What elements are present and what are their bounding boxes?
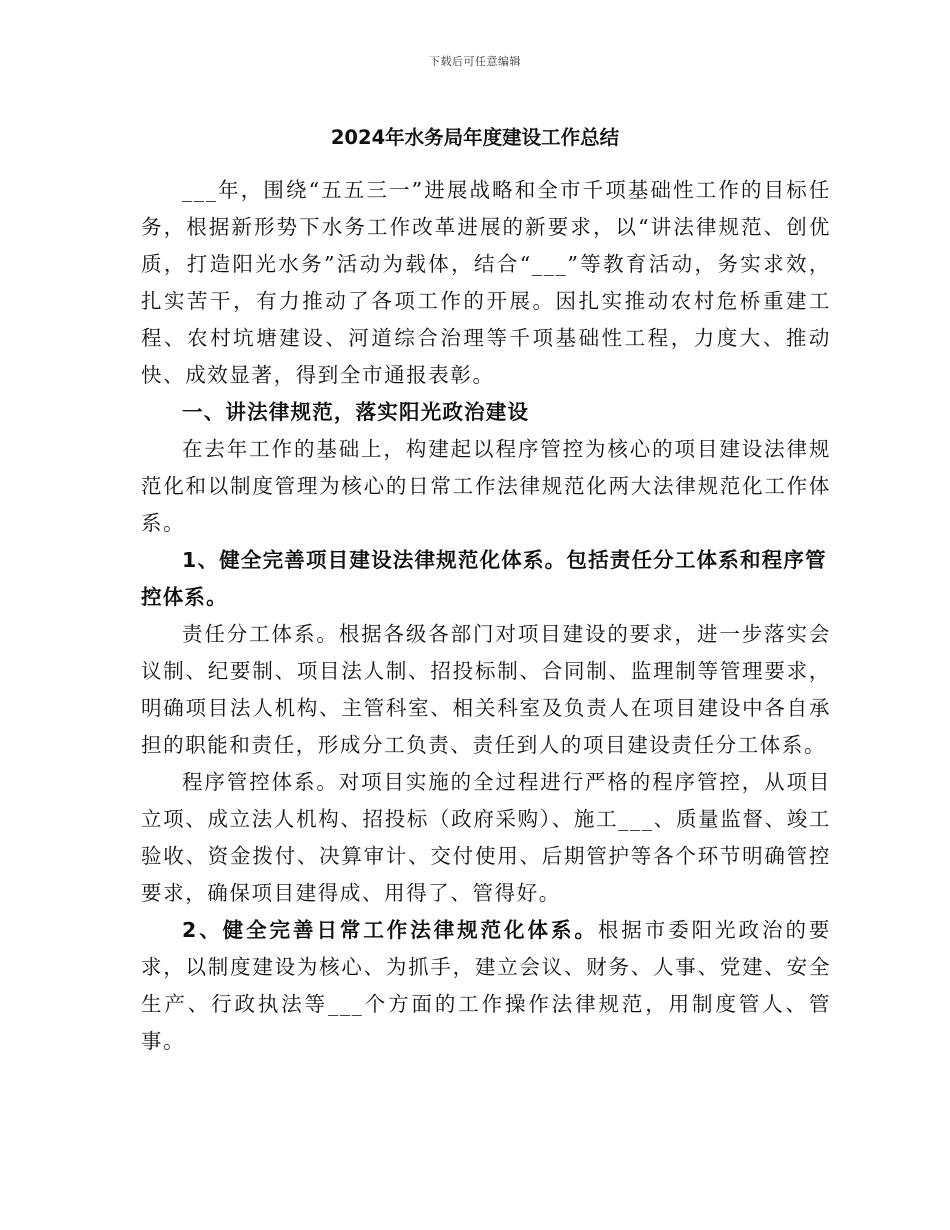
section-heading-1: 一、讲法律规范，落实阳光政治建设 — [182, 400, 530, 424]
header-note: 下载后可任意编辑 — [429, 55, 521, 68]
intro-paragraph: ___年，围绕“五五三一”进展战略和全市千项基础性工作的目标任务，根据新形势下水务工作改革进展的新要求，以“讲法律规范、创优质，打造阳光水务”活动为载体，结合“___”等教育活动，务实求效，扎实苦干，有力推动了各项工作的开展。因扎实推动农村危桥重建工程、农村坑塘建设、河道综合治理等千项基础性工程，力度大、推动快、成效显著，得到全市通报表彰。 — [141, 178, 831, 387]
subsection-heading-2: 2、健全完善日常工作法律规范化体系。 — [182, 918, 598, 942]
section-1-paragraph: 在去年工作的基础上，构建起以程序管控为核心的项目建设法律规范化和以制度管理为核心的日常工作法律规范化两大法律规范化工作体系。 — [141, 437, 831, 535]
procedure-paragraph: 程序管控体系。对项目实施的全过程进行严格的程序管控，从项目立项、成立法人机构、招投标（政府采购）、施工___、质量监督、竣工验收、资金拨付、决算审计、交付使用、后期管护等各个环节明确管控要求，确保项目建得成、用得了、管得好。 — [141, 770, 831, 905]
document-body — [141, 172, 831, 1060]
daily-work-paragraph — [141, 912, 831, 1060]
daily-work-text: 根据市委阳光政治的要求，以制度建设为核心、为抓手，建立会议、财务、人事、党建、安全生产、行政执法等___个方面的工作操作法律规范，用制度管人、管事。 — [141, 918, 831, 1053]
responsibility-paragraph: 责任分工体系。根据各级各部门对项目建设的要求，进一步落实会议制、纪要制、项目法人制、招投标制、合同制、监理制等管理要求，明确项目法人机构、主管科室、相关科室及负责人在项目建设中各自承担的职能和责任，形成分工负责、责任到人的项目建设责任分工体系。 — [141, 622, 831, 757]
document-title: 2024年水务局年度建设工作总结 — [330, 126, 620, 149]
subsection-heading-1: 1、健全完善项目建设法律规范化体系。包括责任分工体系和程序管控体系。 — [141, 548, 827, 609]
